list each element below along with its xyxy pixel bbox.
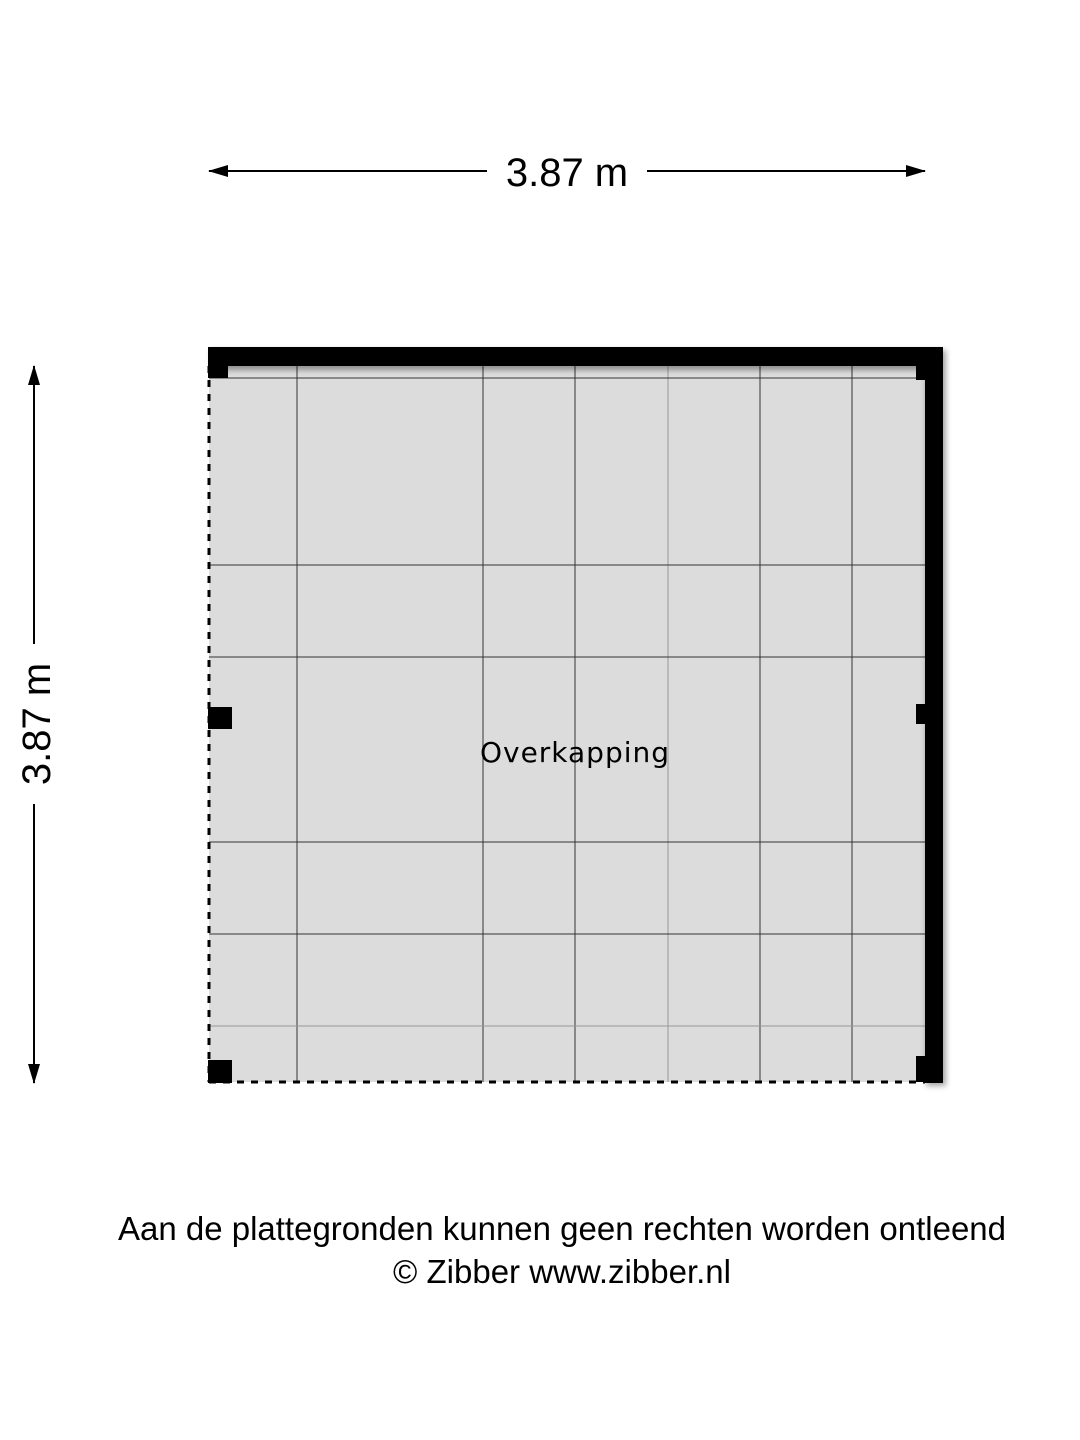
room-label: Overkapping (479, 736, 671, 769)
post-mid-left (208, 707, 232, 729)
room-floor (209, 366, 925, 1082)
height-dimension (15, 366, 59, 1083)
post-top-right (916, 360, 928, 380)
post-bottom-left (208, 1060, 232, 1083)
footer-copyright: © Zibber www.zibber.nl (393, 1253, 731, 1290)
post-bottom-right (916, 1056, 928, 1082)
width-label: 3.87 m (505, 151, 629, 195)
width-dimension (209, 151, 925, 195)
post-mid-right (916, 704, 928, 724)
wall-top (208, 347, 943, 366)
height-label: 3.87 m (15, 662, 59, 786)
post-top-left (208, 360, 228, 378)
footer-disclaimer: Aan de plattegronden kunnen geen rechten worden ontleend (117, 1210, 1007, 1247)
